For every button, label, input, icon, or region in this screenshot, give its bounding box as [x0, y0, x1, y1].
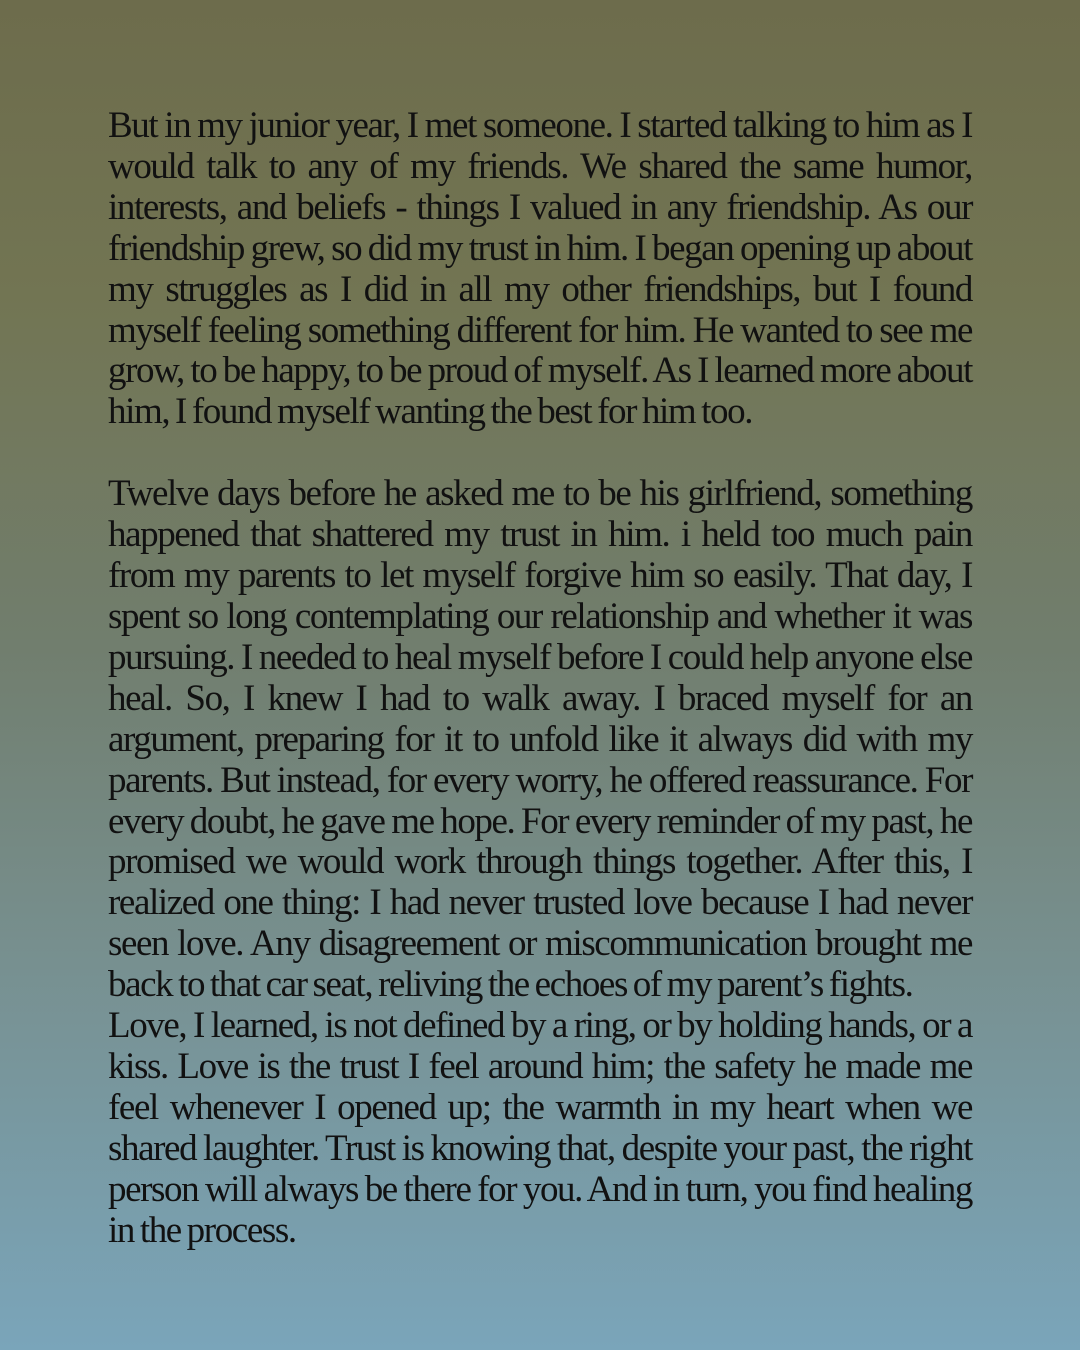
paragraph-junior-year: But in my junior year, I met someone. I started talking to him as I would talk to any of my friends. We shared the same humor, interests, and beliefs - things I valued in any friendship. As our friendship grew, so did my trust in him. I began opening up about my struggles as I did in all my other friendships, but I found myself feeling something different for him. He wanted to see me grow, to be happy, to be proud of myself. As I learned more about him, I found myself wanting the best for him too.: [108, 105, 972, 433]
paragraph-twelve-days: Twelve days before he asked me to be his girlfriend, something happened that shattered my trust in him. i held too much pain from my parents to let myself forgive him so easily. That day, I spent so long contemplating our relationship and whether it was pursuing. I needed to heal myself before I could help anyone else heal. So, I knew I had to walk away. I braced myself for an argument, preparing for it to unfold like it always did with my parents. But instead, for every worry, he offered reassurance. For every doubt, he gave me hope. For every reminder of my past, he promised we would work through things together. After this, I realized one thing: I had never trusted love because I had never seen love. Any disagreement or miscommunication brought me back to that car seat, reliving the echoes of my parent’s fights.: [108, 473, 972, 1006]
story-text-block: [108, 106, 972, 1296]
paragraph-love-learned: Love, I learned, is not defined by a ring, or by holding hands, or a kiss. Love is the trust I feel around him; the safety he made me feel whenever I opened up; the warmth in my heart when we shared laughter. Trust is knowing that, despite your past, the right person will always be there for you. And in turn, you find healing in the process.: [108, 1005, 972, 1251]
